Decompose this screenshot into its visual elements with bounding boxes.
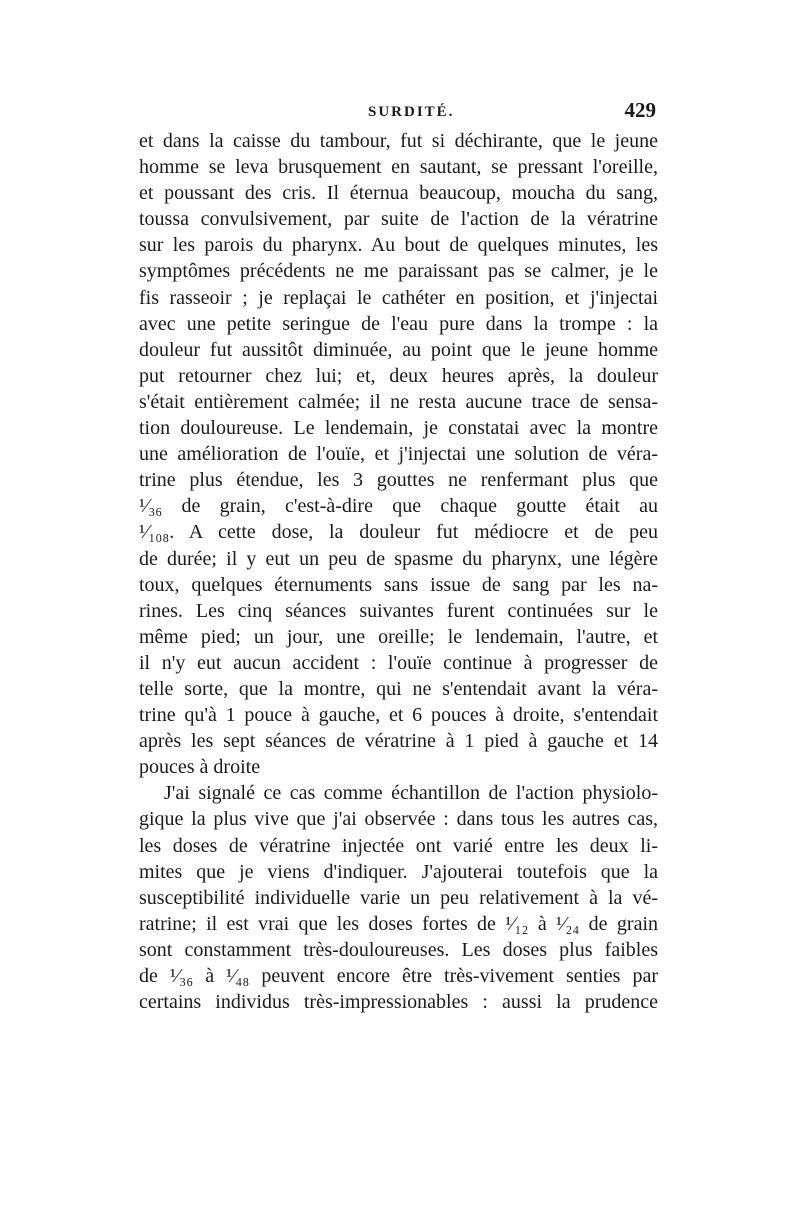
text-line: après les sept séances de vératrine à 1 pied à gauche et 14 xyxy=(139,730,658,753)
running-head xyxy=(138,98,658,128)
text-line: toux, quelques éternuments sans issue de sang par les na- xyxy=(139,573,658,596)
text-line: fis rasseoir ; je replaçai le cathéter en position, et j'injectai xyxy=(139,286,658,309)
text-line: de durée; il y eut un peu de spasme du pharynx, une légère xyxy=(139,547,658,570)
text-line: sont constamment très-douloureuses. Les doses plus faibles xyxy=(139,938,658,961)
text-line: symptômes précédents ne me paraissant pas se calmer, je le xyxy=(139,260,658,283)
text-line: avec une petite seringue de l'eau pure dans la trompe : la xyxy=(139,312,658,335)
text-line: pouces à droite xyxy=(139,756,261,779)
text-line: rines. Les cinq séances suivantes furent continuées sur le xyxy=(139,599,658,622)
body-text xyxy=(139,128,658,1015)
text-line: de ¹⁄₃₆ à ¹⁄₄₈ peuvent encore être très-vivement senties par xyxy=(139,965,658,987)
paragraph-first-line: J'ai signalé ce cas comme échantillon de l'action physiolo- xyxy=(164,782,658,805)
text-line: put retourner chez lui; et, deux heures après, la douleur xyxy=(139,364,658,387)
text-line: les doses de vératrine injectée ont varié entre les deux li- xyxy=(139,834,658,857)
text-line: et dans la caisse du tambour, fut si déchirante, que le jeune xyxy=(139,130,658,152)
text-line: ¹⁄₃₆ de grain, c'est-à-dire que chaque goutte était au xyxy=(139,495,658,518)
text-line: trine plus étendue, les 3 gouttes ne renfermant plus que xyxy=(139,469,658,492)
text-line: tion douloureuse. Le lendemain, je constatai avec la montre xyxy=(139,417,658,440)
running-title: SURDITÉ. xyxy=(368,104,455,120)
text-line: susceptibilité individuelle varie un peu relativement à la vé- xyxy=(139,886,658,909)
text-line: une amélioration de l'ouïe, et j'injectai une solution de véra- xyxy=(139,443,658,466)
text-line: certains individus très-impressionables : aussi la prudence xyxy=(139,991,658,1014)
text-line: sur les parois du pharynx. Au bout de quelques minutes, les xyxy=(139,234,658,257)
text-line: s'était entièrement calmée; il ne resta aucune trace de sensa- xyxy=(139,390,658,413)
text-line: toussa convulsivement, par suite de l'action de la vératrine xyxy=(139,208,658,231)
page-number: 429 xyxy=(624,98,656,122)
text-line: homme se leva brusquement en sautant, se pressant l'oreille, xyxy=(139,156,658,179)
text-line: il n'y eut aucun accident : l'ouïe continue à progresser de xyxy=(139,651,658,674)
text-line: mites que je viens d'indiquer. J'ajouterai toutefois que la xyxy=(139,860,658,883)
text-line: douleur fut aussitôt diminuée, au point que le jeune homme xyxy=(139,338,658,361)
text-line: même pied; un jour, une oreille; le lendemain, l'autre, et xyxy=(139,625,658,648)
text-line: telle sorte, que la montre, qui ne s'entendait avant la véra- xyxy=(139,677,658,700)
text-line: ¹⁄₁₀₈. A cette dose, la douleur fut médiocre et de peu xyxy=(139,521,658,544)
text-line: gique la plus vive que j'ai observée : dans tous les autres cas, xyxy=(139,808,658,831)
text-line: et poussant des cris. Il éternua beaucoup, moucha du sang, xyxy=(139,182,658,205)
text-line: trine qu'à 1 pouce à gauche, et 6 pouces à droite, s'entendait xyxy=(139,704,658,727)
text-line: ratrine; il est vrai que les doses fortes de ¹⁄₁₂ à ¹⁄₂₄ de grain xyxy=(139,912,658,935)
